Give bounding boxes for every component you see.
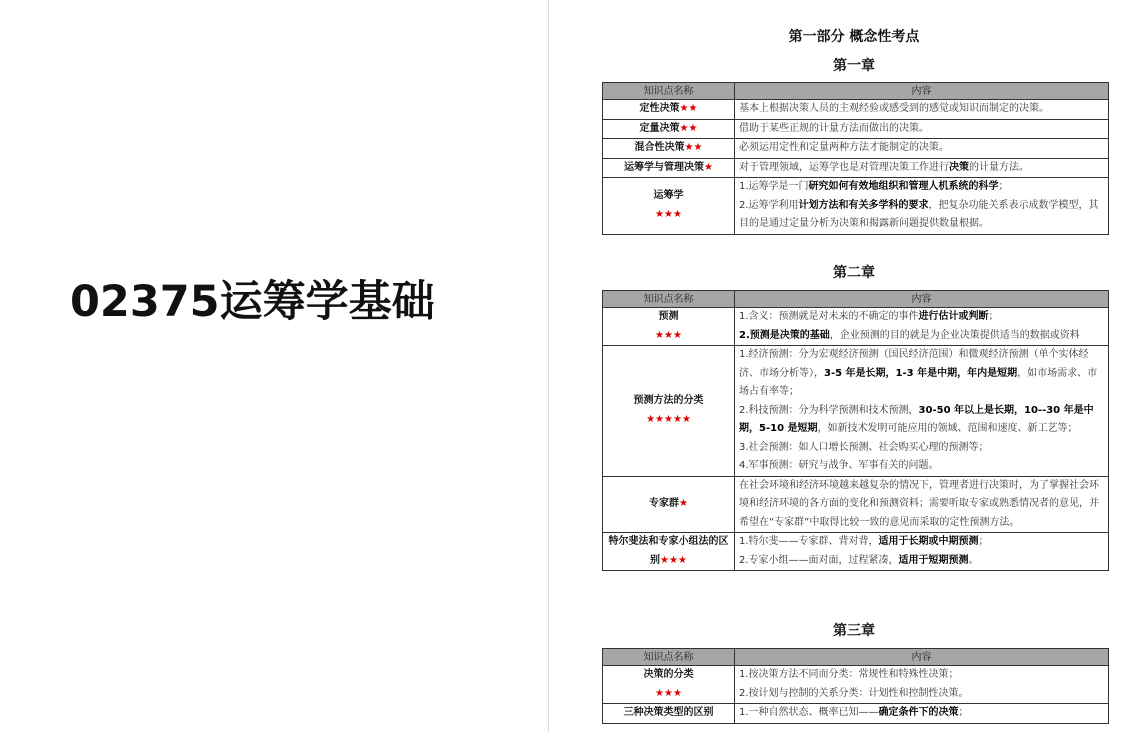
table-row: 运筹学 ★★★ 1.运筹学是一门研究如何有效地组织和管理人机系统的科学； 2.运筹学利用计划方法和有关多学科的要求，把复杂功能关系表示成数学模型，其目的是通过定量分析为决策和揭露新问题提供数量根据。	[603, 178, 1109, 235]
star-rating: ★★★	[655, 208, 682, 220]
cover-title: 02375运筹学基础	[70, 277, 435, 327]
star-rating: ★★	[684, 142, 703, 153]
header-content: 内容	[735, 83, 1109, 100]
star-rating: ★★★	[660, 554, 687, 566]
chapter-2-table	[602, 290, 1109, 571]
star-rating: ★★★★★	[646, 413, 691, 425]
chapter-1-title: 第一章	[833, 58, 875, 74]
header-content: 内容	[735, 291, 1109, 308]
star-rating: ★★	[679, 103, 698, 114]
table-row: 预测 ★★★ 1.含义：预测就是对未来的不确定的事件进行估计或判断； 2.预测是决策的基础，企业预测的目的就是为企业决策提供适当的数据或资料	[603, 308, 1109, 346]
chapter-3-table	[602, 648, 1109, 724]
table-row: 混合性决策★★ 必须运用定性和定量两种方法才能制定的决策。	[603, 139, 1109, 159]
header-name: 知识点名称	[603, 649, 735, 666]
star-rating: ★★	[679, 122, 698, 134]
chapter-2-title: 第二章	[833, 265, 875, 281]
header-name: 知识点名称	[603, 291, 735, 308]
chapter-3-title: 第三章	[833, 623, 875, 639]
table-row: 运筹学与管理决策★ 对于管理领域，运筹学也是对管理决策工作进行决策的计量方法。	[603, 158, 1109, 178]
header-content: 内容	[735, 649, 1109, 666]
table-row: 定性决策★★ 基本上根据决策人员的主观经验或感受到的感觉或知识而制定的决策。	[603, 100, 1109, 120]
header-name: 知识点名称	[603, 83, 735, 100]
table-row: 特尔斐法和专家小组法的区别★★★ 1.特尔斐——专家群、背对背，适用于长期或中期预测； 2.专家小组——面对面，过程紧凑，适用于短期预测。	[603, 533, 1109, 571]
table-row: 专家群★ 在社会环境和经济环境越来越复杂的情况下，管理者进行决策时，为了掌握社会环境和经济环境的各方面的变化和预测资料；需要听取专家或熟悉情况者的意见，并希望在“专家群”中取得比较一致的意见而采取的定性预测方法。	[603, 476, 1109, 533]
star-rating: ★	[679, 498, 688, 509]
right-page	[549, 0, 1134, 732]
table-row: 决策的分类 ★★★ 1.按决策方法不同而分类：常规性和特殊性决策； 2.按计划与控制的关系分类：计划性和控制性决策。	[603, 666, 1109, 704]
table-row: 预测方法的分类 ★★★★★ 1.经济预测：分为宏观经济预测（国民经济范围）和微观经济预测（单个实体经济、市场分析等），3-5 年是长期，1-3 年是中期，年内是短期，如市场需求、市场占有率等； 2.科技预测：分为科学预测和技术预测，30-50 年以上是长期，10--30 年是中期，5-10 是短期，如新技术发明可能应用的领域、范围和速度、新工艺等； 3.社会预测：如人口增长预测、社会购买心理的预测等； 4.军事预测：研究与战争、军事有关的问题。	[603, 346, 1109, 477]
table-row: 定量决策★★ 借助于某些正规的计量方法而做出的决策。	[603, 119, 1109, 139]
table-row: 三种决策类型的区别 1.一种自然状态、概率已知——确定条件下的决策；	[603, 704, 1109, 724]
star-rating: ★	[704, 161, 713, 173]
star-rating: ★★★	[655, 329, 682, 341]
left-page	[0, 0, 548, 732]
chapter-1-table	[602, 82, 1109, 235]
part-title: 第一部分 概念性考点	[788, 29, 920, 45]
star-rating: ★★★	[655, 687, 682, 699]
